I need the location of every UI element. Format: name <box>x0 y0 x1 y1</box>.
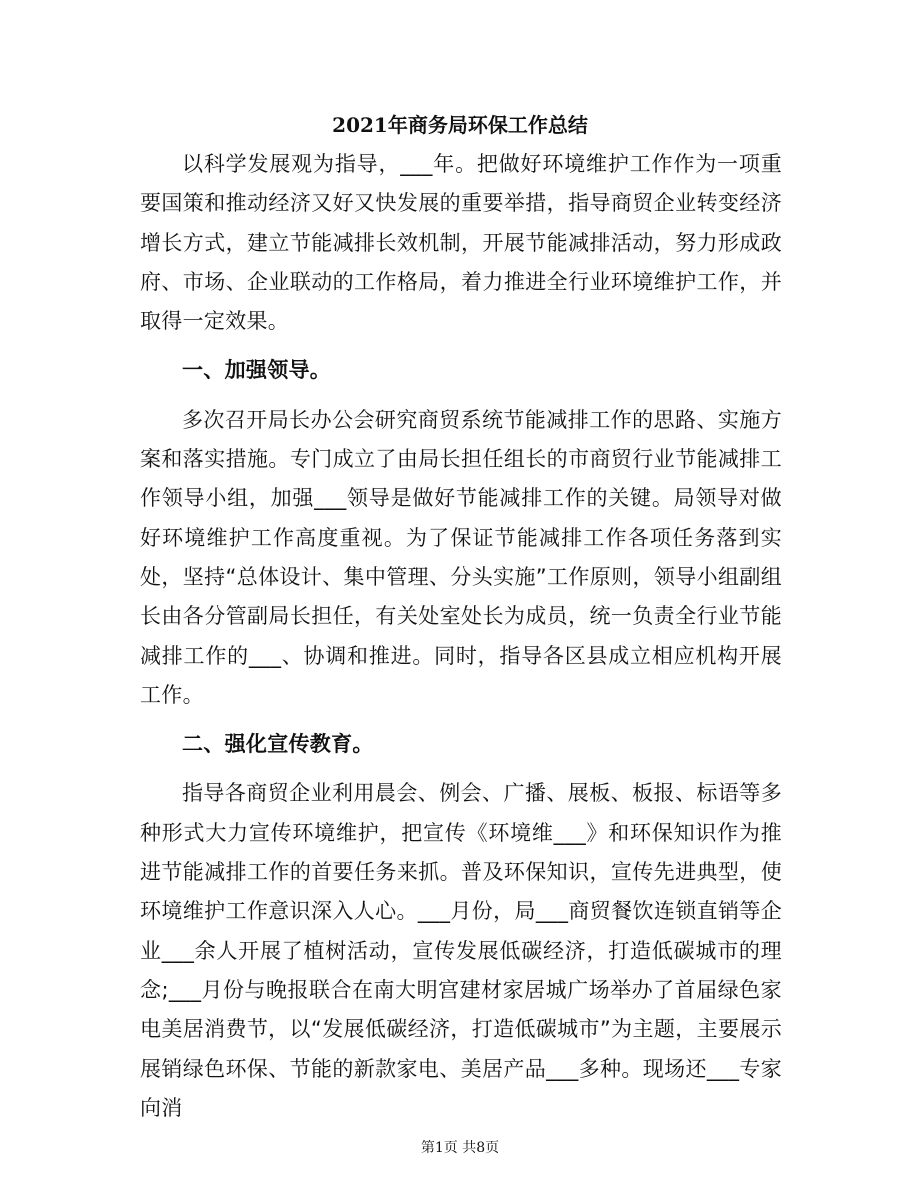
section-heading-2: 二、强化宣传教育。 <box>182 732 374 757</box>
intro-paragraph: 以科学发展观为指导，___年。把做好环境维护工作作为一项重要国策和推动经济又好又快发展的重要举措，指导商贸企业转变经济增长方式，建立节能减排长效机制，开展节能减排活动，努力形成政府、市场、企业联动的工作格局，着力推进全行业环境维护工作，并取得一定效果。 <box>140 152 782 334</box>
document-body <box>140 145 782 1128</box>
section-1-paragraph: 多次召开局长办公会研究商贸系统节能减排工作的思路、实施方案和落实措施。专门成立了由局长担任组长的市商贸行业节能减排工作领导小组，加强___领导是做好节能减排工作的关键。局领导对做好环境维护工作高度重视。为了保证节能减排工作各项任务落到实处，坚持“总体设计、集中管理、分头实施”工作原则，领导小组副组长由各分管副局长担任，有关处室处长为成员，统一负责全行业节能减排工作的___、协调和推进。同时，指导各区县成立相应机构开展工作。 <box>140 407 782 707</box>
page-footer: 第1页 共8页 <box>420 1140 500 1156</box>
section-2-paragraph: 指导各商贸企业利用晨会、例会、广播、展板、板报、标语等多种形式大力宣传环境维护，把宣传《环境维___》和环保知识作为推进节能减排工作的首要任务来抓。普及环保知识，宣传先进典型，使环境维护工作意识深入人心。___月份，局___商贸餐饮连锁直销等企业___余人开展了植树活动，宣传发展低碳经济，打造低碳城市的理念;___月份与晚报联合在南大明宫建材家居城广场举办了首届绿色家电美居消费节，以“发展低碳经济，打造低碳城市”为主题，主要展示展销绿色环保、节能的新款家电、美居产品___多种。现场还___专家向消 <box>140 781 782 1120</box>
document-title: 2021年商务局环保工作总结 <box>332 113 588 137</box>
section-heading-1: 一、加强领导。 <box>182 358 332 383</box>
